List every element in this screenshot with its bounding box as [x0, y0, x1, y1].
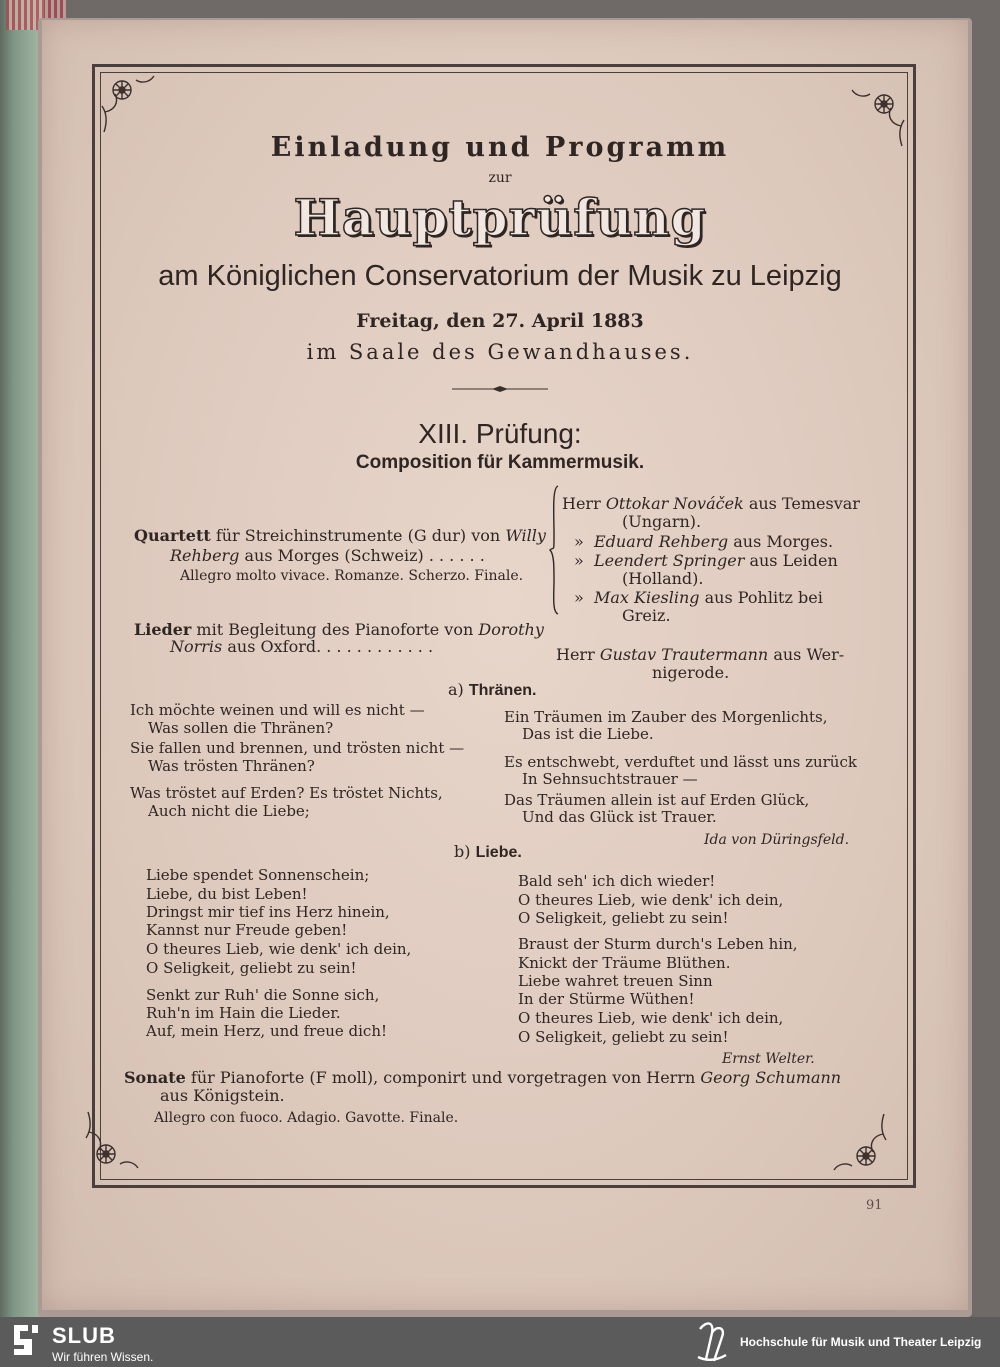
sonate-origin: aus Königstein. — [160, 1086, 285, 1105]
verse-line: O Seligkeit, geliebt zu sein! — [518, 909, 729, 927]
verse-line: Liebe wahret treuen Sinn — [518, 972, 713, 990]
verse-line: O Seligkeit, geliebt zu sein! — [146, 959, 357, 977]
quartett-entry — [134, 526, 546, 545]
poem-author: Ida von Düringsfeld. — [704, 832, 850, 848]
singer-prefix: Herr — [556, 645, 595, 664]
performer-place: aus Morges. — [733, 532, 834, 551]
verse-line: Knickt der Träume Blüthen. — [518, 954, 731, 972]
invitation-heading: Einladung und Programm — [270, 132, 730, 163]
performer-entry — [574, 588, 823, 607]
exam-title: XIII. Prüfung: — [418, 418, 582, 449]
lieder-composer-first: Dorothy — [478, 620, 544, 639]
slub-tagline: Wir führen Wissen. — [52, 1350, 154, 1364]
performer-entry — [574, 532, 833, 551]
quartett-entry-line2 — [170, 546, 485, 565]
lieder-composer-last: Norris — [170, 637, 223, 656]
verse-line: Was tröstet auf Erden? Es tröstet Nichts, — [130, 784, 443, 802]
corner-ornament-icon — [818, 1106, 888, 1176]
verse-line: In Sehnsuchtstrauer — — [522, 770, 698, 788]
quartett-movements: Allegro molto vivace. Romanze. Scherzo. Finale. — [180, 568, 524, 584]
verse-line: O theures Lieb, wie denk' ich dein, — [518, 1009, 784, 1027]
slub-logo-icon — [10, 1323, 40, 1357]
performer-prefix: » — [574, 532, 584, 551]
song-b-heading — [454, 842, 522, 862]
singer-place: aus Wer- — [773, 645, 845, 664]
verse-line: Kannst nur Freude geben! — [146, 921, 348, 939]
performer-place: aus Pohlitz bei — [704, 588, 823, 607]
performer-place-cont: (Holland). — [622, 569, 704, 588]
song-title: Liebe. — [475, 844, 522, 861]
poem-author: Ernst Welter. — [722, 1051, 815, 1067]
verse-line: Was sollen die Thränen? — [148, 719, 334, 737]
song-marker: a) — [448, 680, 464, 699]
sonate-text: für Pianoforte (F moll), componirt und vorgetragen von Herrn — [190, 1068, 696, 1087]
song-a-heading — [448, 680, 536, 700]
verse-line: O theures Lieb, wie denk' ich dein, — [146, 940, 412, 958]
sonate-composer: Georg Schumann — [700, 1068, 842, 1087]
partner-institution[interactable]: Hochschule für Musik und Theater Leipzig — [740, 1335, 982, 1349]
quartett-origin: aus Morges (Schweiz) . . . . . . — [244, 546, 485, 565]
performer-place-cont: (Ungarn). — [622, 512, 702, 531]
page-title: Hauptprüfung — [293, 188, 707, 247]
footer-bar — [0, 1317, 1000, 1367]
verse-line: Liebe, du bist Leben! — [146, 885, 308, 903]
performer-place: aus Leiden — [749, 551, 838, 570]
event-date: Freitag, den 27. April 1883 — [356, 310, 644, 332]
divider-ornament — [452, 384, 548, 394]
brace-icon — [548, 484, 560, 616]
song-title: Thränen. — [468, 682, 537, 699]
verse-line: Senkt zur Ruh' die Sonne sich, — [146, 986, 380, 1004]
verse-line: Und das Glück ist Trauer. — [522, 808, 717, 826]
verse-line: Bald seh' ich dich wieder! — [518, 872, 716, 890]
lieder-text: mit Begleitung des Pianoforte von — [196, 620, 474, 639]
sonate-label: Sonate — [124, 1068, 186, 1087]
quartett-label: Quartett — [134, 526, 211, 545]
verse-line: Auch nicht die Liebe; — [148, 802, 310, 820]
verse-line: O Seligkeit, geliebt zu sein! — [518, 1028, 729, 1046]
corner-ornament-icon — [84, 1104, 154, 1174]
verse-line: O theures Lieb, wie denk' ich dein, — [518, 891, 784, 909]
verse-line: Dringst mir tief ins Herz hinein, — [146, 903, 390, 921]
performer-name: Ottokar Nováček — [605, 494, 744, 513]
singer-entry — [556, 645, 844, 664]
quartett-text: für Streichinstrumente (G dur) von — [215, 526, 501, 545]
performer-place: aus Temesvar — [748, 494, 860, 513]
verse-line: Auf, mein Herz, und freue dich! — [146, 1022, 388, 1040]
heading-connector: zur — [488, 170, 512, 186]
hmt-logo-icon — [694, 1319, 730, 1365]
verse-line: Es entschwebt, verduftet und lässt uns zurück — [504, 753, 857, 771]
performer-entry — [574, 551, 838, 570]
performer-prefix: » — [574, 588, 584, 607]
performer-place-cont: Greiz. — [622, 606, 671, 625]
verse-line: Braust der Sturm durch's Leben hin, — [518, 935, 798, 953]
lieder-origin: aus Oxford. . . . . . . . . . . . — [227, 637, 434, 656]
page-number: 91 — [866, 1198, 883, 1213]
slub-logo-text[interactable]: SLUB — [52, 1323, 116, 1348]
quartett-composer-first: Willy — [505, 526, 546, 545]
song-marker: b) — [454, 842, 471, 861]
verse-line: Ich möchte weinen und will es nicht — — [130, 701, 425, 719]
verse-line: In der Stürme Wüthen! — [518, 990, 695, 1008]
verse-line: Sie fallen und brennen, und trösten nicht — — [130, 739, 465, 757]
verse-line: Liebe spendet Sonnenschein; — [146, 866, 370, 884]
performer-prefix: Herr — [562, 494, 601, 513]
sonate-movements: Allegro con fuoco. Adagio. Gavotte. Finale. — [154, 1110, 459, 1126]
lieder-label: Lieder — [134, 620, 192, 639]
singer-place-cont: nigerode. — [652, 663, 730, 682]
verse-line: Das Träumen allein ist auf Erden Glück, — [504, 791, 810, 809]
performer-name: Max Kiesling — [593, 588, 700, 607]
performer-entry — [562, 494, 860, 513]
exam-subtitle: Composition für Kammermusik. — [355, 452, 645, 473]
lieder-entry-line2 — [170, 637, 433, 656]
verse-line: Ruh'n im Hain die Lieder. — [146, 1004, 341, 1022]
quartett-composer-last: Rehberg — [170, 546, 240, 565]
verse-line: Das ist die Liebe. — [522, 725, 654, 743]
verse-line: Ein Träumen im Zauber des Morgenlichts, — [504, 708, 828, 726]
performer-name: Leendert Springer — [593, 551, 745, 570]
institution-line: am Königlichen Conservatorium der Musik zu Leipzig — [158, 260, 842, 292]
performer-name: Eduard Rehberg — [593, 532, 729, 551]
verse-line: Was trösten Thränen? — [148, 757, 315, 775]
performer-prefix: » — [574, 551, 584, 570]
venue-line: im Saale des Gewandhauses. — [306, 340, 694, 364]
sonate-entry — [124, 1068, 841, 1087]
singer-name: Gustav Trautermann — [599, 645, 769, 664]
